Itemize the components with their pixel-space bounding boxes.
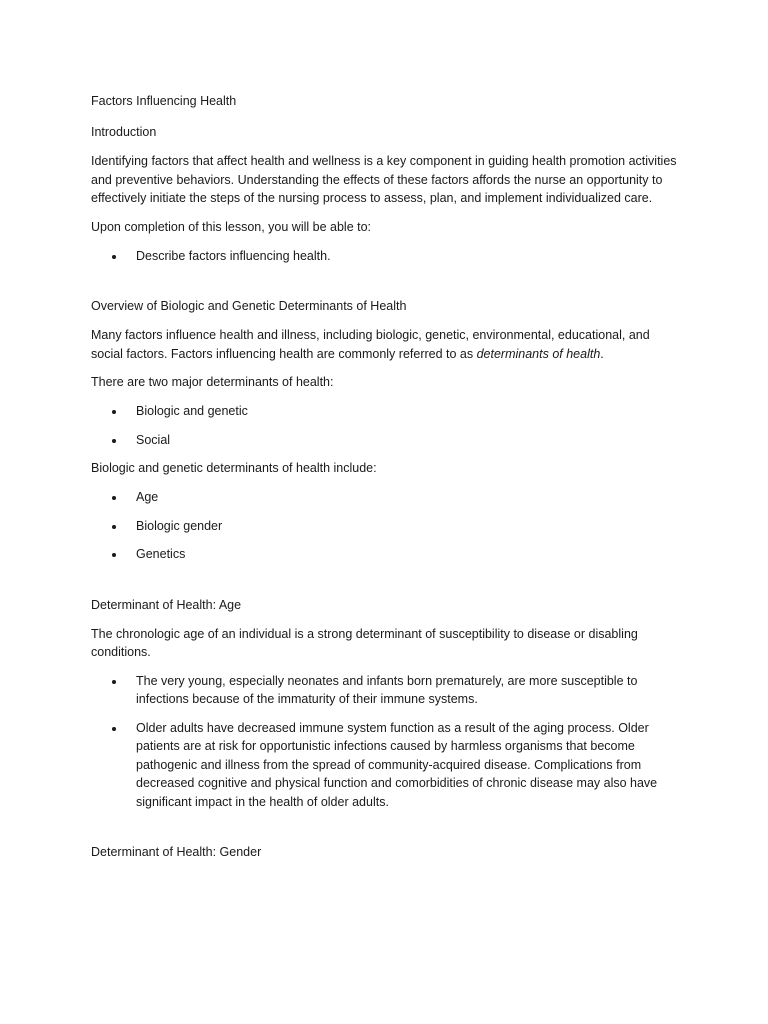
list-item-text: Biologic and genetic: [136, 404, 248, 418]
overview-heading: Overview of Biologic and Genetic Determinants of Health: [91, 299, 407, 313]
age-list: [91, 672, 678, 812]
list-item-text: Genetics: [136, 547, 186, 561]
bullet-dot: [112, 553, 116, 557]
objectives-lead: Upon completion of this lesson, you will be able to:: [91, 219, 372, 234]
intro-heading: Introduction: [91, 125, 157, 139]
age-paragraph: The chronologic age of an individual is a strong determinant of susceptibility to disease or disabling conditions.: [91, 626, 638, 659]
list-item-text: Biologic gender: [136, 518, 223, 533]
list-item: [91, 719, 678, 812]
gender-heading: Determinant of Health: Gender: [91, 845, 262, 859]
list-item: [91, 488, 678, 507]
overview-paragraph-end: .: [600, 346, 604, 361]
age-heading: Determinant of Health: Age: [91, 597, 242, 612]
bullet-dot: [112, 525, 116, 529]
list-item: [91, 247, 678, 266]
intro-paragraph: Identifying factors that affect health and wellness is a key component in guiding health promotion activities and preventive behaviors. Understanding the effects of these factors affords the nurse an opportunity to effectively initiate the steps of the nursing process to assess, plan, and implement individualized care.: [91, 154, 677, 205]
list-item: [91, 431, 678, 450]
bullet-dot: [112, 410, 116, 414]
bullet-dot: [112, 680, 116, 684]
bullet-dot: [112, 439, 116, 443]
overview-paragraph: [91, 326, 678, 363]
overview-paragraph-emphasis: determinants of health: [476, 346, 601, 361]
bullet-dot: [112, 496, 116, 500]
bullet-dot: [112, 255, 116, 259]
overview-paragraph-start: Many factors influence health and illness, including biologic, genetic, environmental, educational, and social factors. Factors influencing health are commonly referred to as: [91, 328, 650, 361]
biologic-determinants-list: [91, 488, 678, 564]
list-item: [91, 545, 678, 564]
major-determinants-list: [91, 402, 678, 449]
list-item-text: Social: [136, 432, 171, 447]
list-item: [91, 402, 678, 421]
document-title: Factors Influencing Health: [91, 94, 237, 108]
list-item: [91, 517, 678, 536]
bullet-dot: [112, 727, 116, 731]
major-determinants-lead: There are two major determinants of health:: [91, 375, 334, 389]
list-item: [91, 672, 678, 709]
list-item-text: Describe factors influencing health.: [136, 248, 331, 263]
list-item-text: Older adults have decreased immune system function as a result of the aging process. Older patients are at risk for opportunistic infections caused by harmless organisms that become pathogenic and illness from the spread of community-acquired disease. Complications from decreased cognitive and physical function and comorbidities of chronic disease may also have significant impact in the health of older adults.: [136, 720, 658, 809]
objectives-list: [91, 247, 678, 266]
list-item-text: The very young, especially neonates and infants born prematurely, are more susceptible to infections because of the immaturity of their immune systems.: [136, 673, 638, 706]
biologic-determinants-lead: Biologic and genetic determinants of health include:: [91, 461, 377, 475]
list-item-text: Age: [136, 490, 159, 504]
